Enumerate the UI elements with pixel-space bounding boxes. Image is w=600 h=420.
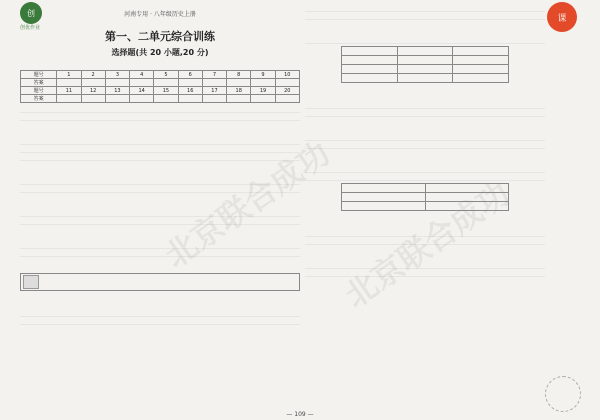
answer-cell[interactable]: [154, 95, 178, 103]
answer-cell[interactable]: [227, 79, 251, 87]
question-block: [305, 229, 545, 259]
answer-cell[interactable]: [202, 95, 226, 103]
grid-num: 3: [105, 71, 129, 79]
reference-table: [341, 183, 509, 211]
side-label: [4, 300, 18, 360]
right-column: [305, 0, 585, 420]
question-block: [305, 101, 545, 131]
answer-cell[interactable]: [130, 95, 154, 103]
answer-cell[interactable]: [275, 79, 299, 87]
grid-num: 14: [130, 87, 154, 95]
left-questions: [20, 105, 300, 339]
grid-num: 1: [57, 71, 81, 79]
answer-grid: [20, 70, 300, 103]
grid-num: 12: [81, 87, 105, 95]
illustration-box: [20, 273, 300, 291]
instructions: [20, 60, 300, 68]
reference-table: [341, 46, 509, 83]
series-tag: 河南专用 · 八年级历史上册: [124, 10, 196, 18]
question-block: [20, 105, 300, 135]
section-heading: 选择题(共 20 小题,20 分): [111, 48, 209, 57]
answer-cell[interactable]: [81, 95, 105, 103]
grid-num: 13: [105, 87, 129, 95]
grid-num: 18: [227, 87, 251, 95]
grid-num: 2: [81, 71, 105, 79]
answer-cell[interactable]: [178, 95, 202, 103]
answer-cell[interactable]: [105, 79, 129, 87]
watermark: 北京联合成功: [157, 134, 337, 276]
question-block: [20, 177, 300, 207]
side-label: [4, 120, 18, 180]
answer-cell[interactable]: [154, 79, 178, 87]
answer-cell[interactable]: [202, 79, 226, 87]
side-label: [4, 240, 18, 300]
brand-logo: 课: [547, 2, 577, 32]
answer-cell[interactable]: [251, 79, 275, 87]
grid-num: 8: [227, 71, 251, 79]
question-block: [305, 165, 545, 227]
answer-cell[interactable]: [57, 95, 81, 103]
question-block: [20, 209, 300, 239]
question-block: [305, 133, 545, 163]
answer-cell[interactable]: [275, 95, 299, 103]
grid-label: 答案: [21, 95, 57, 103]
grid-num: 17: [202, 87, 226, 95]
grid-num: 5: [154, 71, 178, 79]
answer-cell[interactable]: [251, 95, 275, 103]
grid-label: 题号: [21, 87, 57, 95]
question-block: [305, 36, 545, 99]
left-column: [20, 0, 300, 420]
grid-num: 9: [251, 71, 275, 79]
publisher-logo: 创: [20, 2, 42, 24]
watermark-2: 北京联合成功: [337, 174, 517, 316]
grid-num: 6: [178, 71, 202, 79]
question-block: [20, 137, 300, 175]
answer-cell[interactable]: [57, 79, 81, 87]
question-block: [305, 261, 545, 291]
answer-cell[interactable]: [105, 95, 129, 103]
question-block: [20, 241, 300, 271]
grid-label: 题号: [21, 71, 57, 79]
grid-num: 11: [57, 87, 81, 95]
grid-num: 4: [130, 71, 154, 79]
question-block: [20, 273, 300, 307]
grid-label: 答案: [21, 79, 57, 87]
stamp-seal: [545, 376, 581, 412]
grid-num: 10: [275, 71, 299, 79]
answer-cell[interactable]: [130, 79, 154, 87]
header-banner: [20, 0, 300, 31]
side-label: [4, 180, 18, 240]
answer-cell[interactable]: [81, 79, 105, 87]
answer-cell[interactable]: [227, 95, 251, 103]
grid-num: 19: [251, 87, 275, 95]
grid-num: 15: [154, 87, 178, 95]
publisher-logo-label: 创优作业: [20, 25, 41, 31]
right-questions: [305, 4, 545, 291]
grid-num: 16: [178, 87, 202, 95]
page-number: — 109 —: [286, 411, 314, 418]
grid-num: 20: [275, 87, 299, 95]
side-margin-labels: [4, 120, 18, 420]
historical-illustration: [23, 275, 39, 289]
question-block: [305, 4, 545, 34]
answer-cell[interactable]: [178, 79, 202, 87]
page-title: 第一、二单元综合训练: [105, 30, 215, 43]
question-block: [20, 309, 300, 339]
grid-num: 7: [202, 71, 226, 79]
